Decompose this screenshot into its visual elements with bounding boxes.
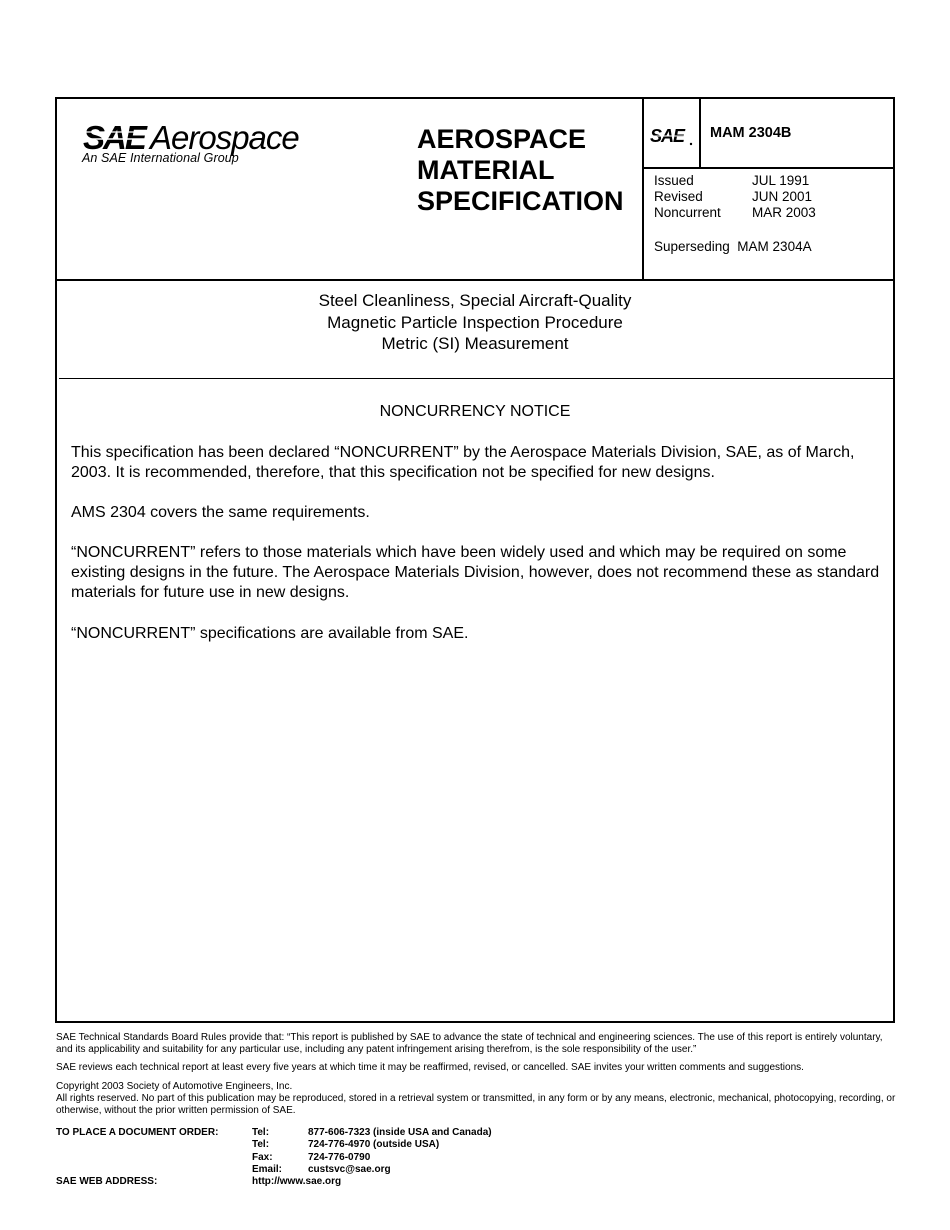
date-row [654, 189, 816, 205]
title-line: AEROSPACE [417, 124, 587, 154]
date-row [654, 205, 816, 221]
web-link[interactable]: http://www.sae.org [252, 1176, 342, 1188]
superseding-note: Superseding MAM 2304A [654, 239, 812, 254]
email-link[interactable]: custsvc@sae.org [308, 1163, 391, 1175]
notice-paragraph: This specification has been declared “NONCURRENT” by the Aerospace Materials Division, SAE, as of March, 2003. It is recommended, therefore, that this specification not be specified for new designs. [71, 444, 855, 481]
svg-text:SAE: SAE [83, 119, 145, 156]
date-label: Issued [654, 173, 694, 188]
spec-title-line: Steel Cleanliness, Special Aircraft-Quality [318, 291, 632, 310]
date-table [654, 173, 816, 221]
docnum-divider [699, 99, 701, 168]
document-type-title [417, 124, 624, 217]
order-info [56, 1127, 492, 1188]
svg-text:SAE: SAE [650, 126, 685, 146]
date-value: MAR 2003 [752, 205, 816, 220]
header-divider [57, 279, 893, 281]
order-row [56, 1176, 492, 1188]
contact-value: 724-776-4970 (outside USA) [308, 1139, 440, 1151]
title-divider [59, 378, 893, 379]
spec-title-line: Metric (SI) Measurement [381, 334, 569, 353]
contact-label: Email: [252, 1163, 283, 1175]
review-text: SAE reviews each technical report at least every five years at which time it may be reaffirmed, revised, or cancelled. SAE invites your written comments and suggestions. [56, 1062, 804, 1073]
date-label: Noncurrent [654, 205, 721, 220]
order-label: TO PLACE A DOCUMENT ORDER: [56, 1127, 219, 1138]
docnum-row-divider [644, 167, 893, 169]
rights-text: All rights reserved. No part of this publication may be reproduced, stored in a retrieval system or transmitted, in any form or by any means, electronic, mechanical, photocopying, recording, or otherwise, without the prior written permission of SAE. [56, 1093, 896, 1116]
order-row [56, 1152, 492, 1164]
notice-paragraph: “NONCURRENT” refers to those materials which have been widely used and which may be required on some existing designs in the future. The Aerospace Materials Division, however, does not recommend these as standard materials for future use in new designs. [71, 544, 880, 601]
notice-heading: NONCURRENCY NOTICE [379, 403, 571, 420]
date-label: Revised [654, 189, 703, 204]
notice-paragraph: AMS 2304 covers the same requirements. [71, 504, 370, 521]
contact-value: 877-606-7323 (inside USA and Canada) [308, 1127, 492, 1138]
spec-title-line: Magnetic Particle Inspection Procedure [327, 312, 623, 332]
sae-small-logo [650, 125, 694, 147]
contact-label: Fax: [252, 1151, 273, 1163]
copyright-text: Copyright 2003 Society of Automotive Engineers, Inc. [56, 1081, 293, 1092]
document-frame [55, 97, 895, 1023]
svg-text:Aerospace: Aerospace [150, 119, 299, 156]
notice-paragraph: “NONCURRENT” specifications are available from SAE. [71, 625, 469, 642]
title-line: MATERIAL [417, 155, 555, 185]
web-label: SAE WEB ADDRESS: [56, 1176, 158, 1188]
order-row [56, 1139, 492, 1151]
logo-tagline: An SAE International Group [82, 151, 239, 165]
date-value: JUN 2001 [752, 189, 813, 204]
document-number: MAM 2304B [710, 125, 792, 141]
header-column-divider [642, 99, 644, 279]
order-row [56, 1127, 492, 1139]
title-line: SPECIFICATION [417, 186, 624, 216]
specification-title [57, 290, 893, 355]
order-row [56, 1164, 492, 1176]
contact-value: 724-776-0790 [308, 1151, 371, 1163]
board-rules-text: SAE Technical Standards Board Rules provide that: “This report is published by SAE to advance the state of technical and engineering sciences. The use of this report is entirely voluntary, and its applicability and suitability for any particular use, including any patent infringement arising therefrom, is the sole responsibility of the user.” [56, 1032, 883, 1055]
contact-label: Tel: [252, 1139, 270, 1151]
date-row [654, 173, 816, 189]
contact-label: Tel: [252, 1127, 270, 1138]
date-value: JUL 1991 [752, 173, 810, 188]
